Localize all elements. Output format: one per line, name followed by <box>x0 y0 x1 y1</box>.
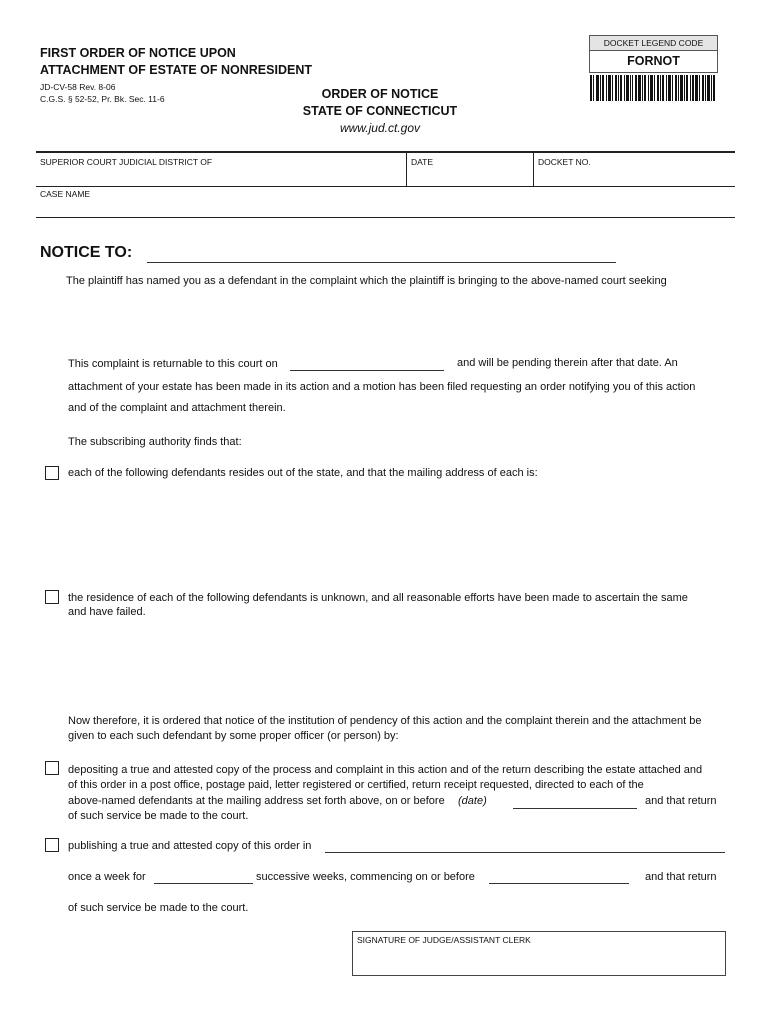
form-title-line1: FIRST ORDER OF NOTICE UPON <box>40 46 236 60</box>
form-number: JD-CV-58 Rev. 8-06 <box>40 82 116 92</box>
state-title: STATE OF CONNECTICUT <box>302 104 458 118</box>
field-divider-1 <box>406 153 407 186</box>
row-rule-1 <box>36 186 735 187</box>
plaintiff-text: The plaintiff has named you as a defendant in the complaint which the plaintiff is bringing to the above-named court seeking <box>66 275 667 287</box>
docket-legend-code: FORNOT <box>627 54 680 68</box>
return-date-line[interactable] <box>290 370 444 371</box>
weeks-count-line[interactable] <box>154 883 253 884</box>
ordered-text-2: given to each such defendant by some proper officer (or person) by: <box>68 730 399 742</box>
pending-text: and will be pending therein after that date. An <box>457 357 678 369</box>
notice-to-line[interactable] <box>147 262 616 263</box>
residence-unknown-text: the residence of each of the following defendants is unknown, and all reasonable efforts have been made to ascertain the same <box>68 592 688 604</box>
out-of-state-checkbox[interactable] <box>45 466 59 480</box>
form-title-line2: ATTACHMENT OF ESTATE OF NONRESIDENT <box>40 63 312 77</box>
publish-checkbox[interactable] <box>45 838 59 852</box>
case-name-label: CASE NAME <box>40 189 91 199</box>
deposit-text-2: of this order in a post office, postage paid, letter registered or certified, return receipt requested, directed to each of the <box>68 779 644 791</box>
out-of-state-text: each of the following defendants resides out of the state, and that the mailing address of each is: <box>68 467 538 479</box>
attachment-text: attachment of your estate has been made in its action and a motion has been filed requesting an order notifying you of this action <box>68 381 696 393</box>
ordered-text: Now therefore, it is ordered that notice of the institution of pendency of this action and the complaint therein and the attachment be <box>68 715 702 727</box>
publication-name-line[interactable] <box>325 852 725 853</box>
residence-unknown-checkbox[interactable] <box>45 590 59 604</box>
commencing-date-line[interactable] <box>489 883 629 884</box>
docket-legend-box <box>589 35 718 73</box>
barcode-image <box>589 75 716 101</box>
court-field-input[interactable] <box>40 168 400 186</box>
publish-and-return: and that return <box>645 871 717 883</box>
field-divider-2 <box>533 153 534 186</box>
deposit-date-label: (date) <box>458 795 487 807</box>
date-field-label: DATE <box>411 157 434 167</box>
deposit-and-return: and that return <box>645 795 717 807</box>
website-link: www.jud.ct.gov <box>339 121 421 135</box>
residence-unknown-text-2: and have failed. <box>68 606 146 618</box>
signature-box[interactable] <box>352 931 726 976</box>
publish-text-2: of such service be made to the court. <box>68 902 249 914</box>
date-field-input[interactable] <box>410 168 528 186</box>
finds-text: The subscribing authority finds that: <box>68 436 242 448</box>
notice-to-heading: NOTICE TO: <box>40 244 133 261</box>
deposit-text-4: of such service be made to the court. <box>68 810 249 822</box>
deposit-text-3: above-named defendants at the mailing address set forth above, on or before <box>68 795 445 807</box>
publish-text-1: publishing a true and attested copy of this order in <box>68 840 312 852</box>
docket-field-input[interactable] <box>537 168 732 186</box>
deposit-checkbox[interactable] <box>45 761 59 775</box>
deposit-text-1: depositing a true and attested copy of the process and complaint in this action and of the return describing the estate attached and <box>68 764 703 776</box>
court-field-label: SUPERIOR COURT JUDICIAL DISTRICT OF <box>40 157 213 167</box>
publish-once-text: once a week for <box>68 871 146 883</box>
docket-legend-label: DOCKET LEGEND CODE <box>590 36 717 51</box>
docket-field-label: DOCKET NO. <box>538 157 591 167</box>
attachment-text-2: and of the complaint and attachment therein. <box>68 402 286 414</box>
returnable-text: This complaint is returnable to this court on <box>68 358 278 370</box>
publish-successive-text: successive weeks, commencing on or before <box>256 871 475 883</box>
statute-reference: C.G.S. § 52-52, Pr. Bk. Sec. 11-6 <box>40 94 165 104</box>
row-rule-2 <box>36 217 735 218</box>
signature-label: SIGNATURE OF JUDGE/ASSISTANT CLERK <box>357 935 531 945</box>
case-name-input[interactable] <box>40 200 730 216</box>
deposit-date-line[interactable] <box>513 808 637 809</box>
order-of-notice-title: ORDER OF NOTICE <box>321 87 439 101</box>
top-rule <box>36 151 735 153</box>
